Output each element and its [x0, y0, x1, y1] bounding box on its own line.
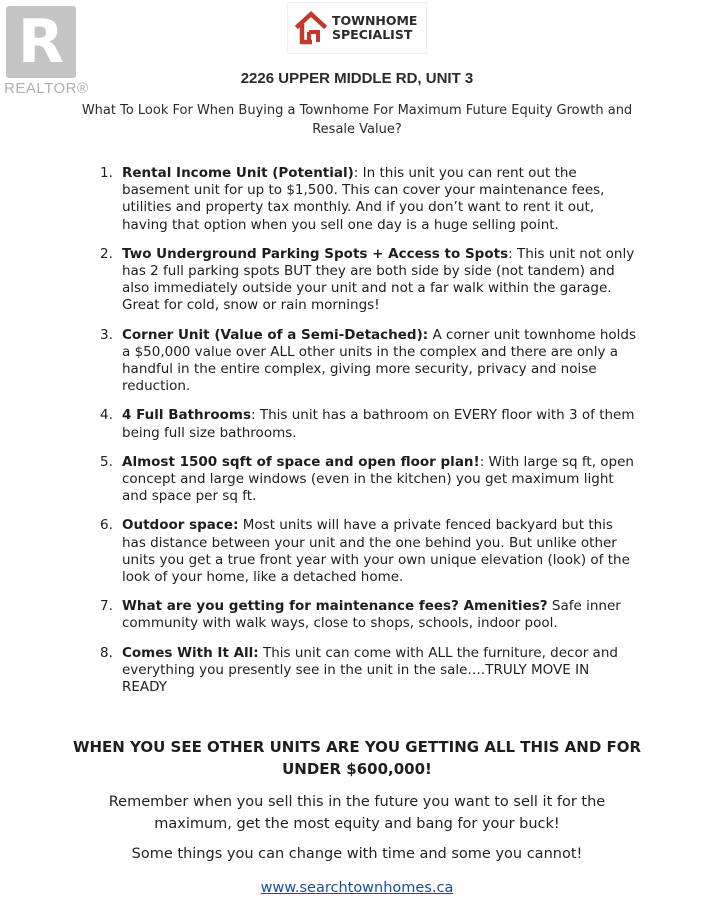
item-label: Two Underground Parking Spots + Access to Spots: [122, 245, 509, 262]
page-title: 2226 UPPER MIDDLE RD, UNIT 3: [240, 70, 474, 87]
closing-headline: WHEN YOU SEE OTHER UNITS ARE YOU GETTING ALL THIS AND FOR UNDER $600,000!: [72, 738, 642, 778]
item-text: Most units will have a private fenced backyard but this has distance between your unit and the one behind you. But unlike other units you get a true front year with your own unique elevation (look) of the look of your home, like a detached home.: [122, 517, 630, 586]
realtor-wordmark: REALTOR®: [4, 80, 89, 97]
item-number: 7.: [100, 598, 113, 615]
list-item: [98, 327, 638, 396]
item-label: Rental Income Unit (Potential): [122, 165, 354, 181]
realtor-r-letter: R: [17, 7, 65, 77]
list-item: [98, 598, 638, 632]
item-number: 6.: [100, 517, 113, 534]
list-item: [98, 407, 638, 441]
website-link[interactable]: www.searchtownhomes.ca: [260, 880, 454, 896]
item-label: Corner Unit (Value of a Semi-Detached):: [122, 326, 429, 343]
item-text: : This unit has a bathroom on EVERY floor with 3 of them being full size bathrooms.: [122, 407, 635, 441]
item-label: Comes With It All:: [122, 644, 259, 661]
item-text: Safe inner community with walk ways, close to shops, schools, indoor pool.: [122, 598, 621, 632]
item-number: 5.: [100, 453, 113, 470]
item-text: : With large sq ft, open concept and large windows (even in the kitchen) you get maximum light and space per sq ft.: [122, 453, 634, 505]
item-number: 1.: [100, 165, 113, 181]
list-item: [98, 517, 638, 586]
house-icon: [294, 10, 328, 46]
item-text: This unit can come with ALL the furniture, decor and everything you presently see in the unit in the sale….TRULY MOVE IN READY: [122, 644, 618, 696]
item-number: 8.: [100, 644, 113, 661]
item-label: Outdoor space:: [122, 517, 239, 534]
remember-paragraph: Remember when you sell this in the future you want to sell it for the maximum, get the most equity and bang for your buck!: [108, 794, 606, 832]
website-link-wrapper: [0, 880, 714, 896]
logo-line-1: TOWNHOME: [332, 13, 418, 28]
item-number: 3.: [100, 326, 113, 343]
list-item: [98, 454, 638, 506]
item-label: What are you getting for maintenance fees? Amenities?: [122, 598, 548, 615]
item-text: : In this unit you can rent out the basement unit for up to $1,500. This can cover your maintenance fees, utilities and property tax monthly. And if you don’t want to rent it out, having that option when you sell one day is a huge selling point.: [122, 165, 605, 233]
item-label: 4 Full Bathrooms: [122, 407, 251, 424]
some-things-paragraph: Some things you can change with time and some you cannot!: [131, 846, 583, 862]
feature-list: [98, 165, 638, 708]
logo-text: [332, 14, 417, 42]
item-label: Almost 1500 sqft of space and open floor plan!: [122, 453, 480, 470]
townhome-specialist-logo: [287, 2, 427, 54]
realtor-mark: [6, 6, 76, 78]
item-number: 2.: [100, 245, 113, 262]
item-number: 4.: [100, 407, 113, 424]
logo-line-2: SPECIALIST: [332, 27, 413, 42]
list-item: [98, 165, 638, 234]
item-text: A corner unit townhome holds a $50,000 value over ALL other units in the complex and there are only a handful in the entire complex, giving more security, privacy and noise reduction.: [122, 326, 637, 395]
item-text: : This unit not only has 2 full parking spots BUT they are both side by side (not tandem) and also immediately outside your unit and not a far walk within the garage. Great for cold, snow or rain mornings!: [122, 245, 635, 314]
list-item: [98, 246, 638, 315]
list-item: [98, 645, 638, 697]
page-subtitle: What To Look For When Buying a Townhome For Maximum Future Equity Growth and Resale Value?: [81, 103, 633, 137]
